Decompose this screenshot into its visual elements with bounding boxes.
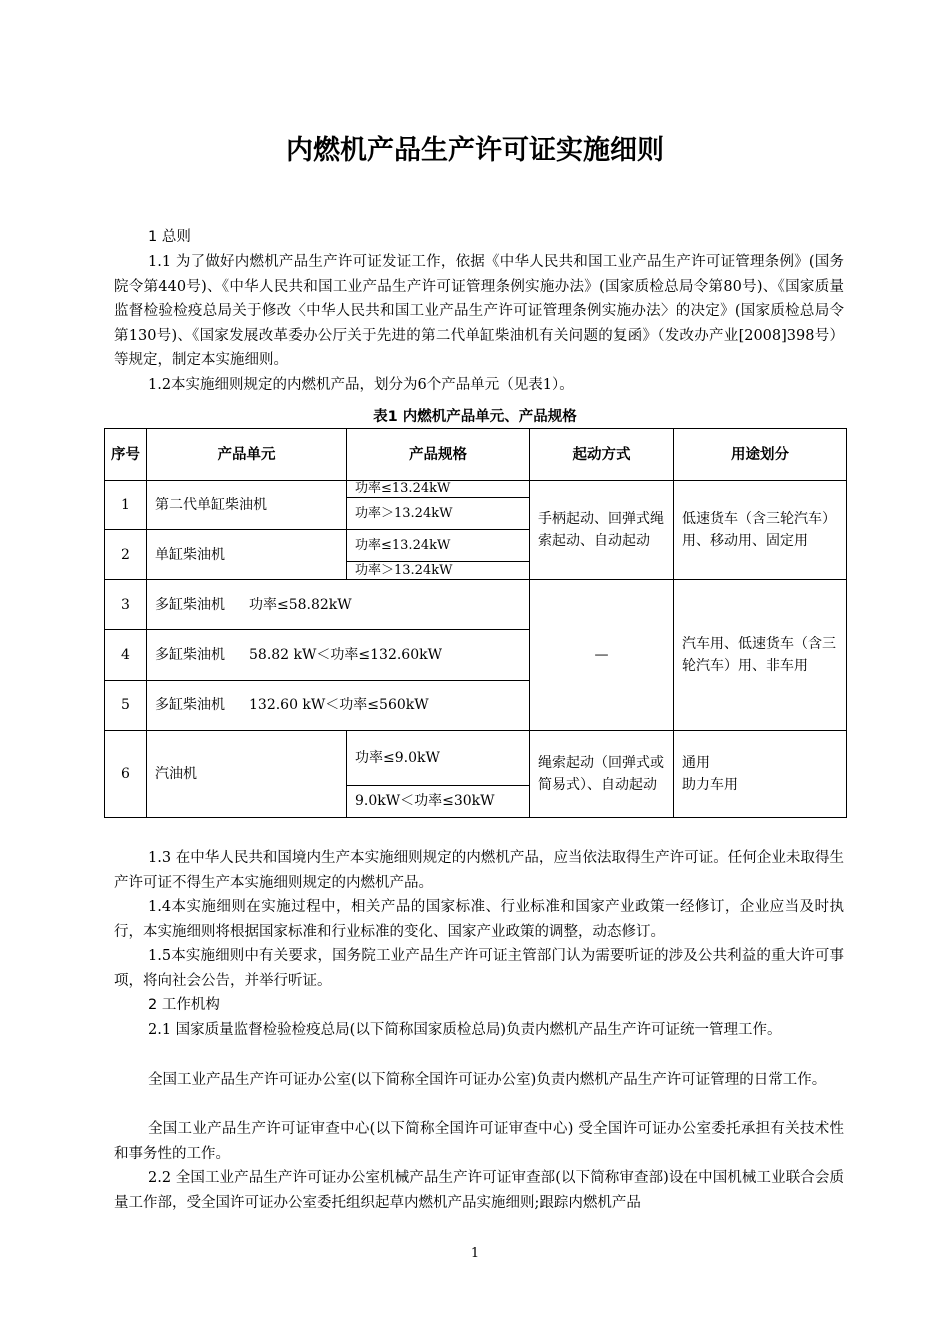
row-no: 3 (105, 580, 147, 630)
section-1-heading: 1 总则 (148, 229, 191, 245)
start-method-cell: — (530, 580, 674, 730)
use-cell: 汽车用、低速货车（含三轮汽车）用、非车用 (674, 580, 847, 730)
row-spec: 功率≤13.24kW (347, 481, 530, 498)
table-caption: 表1 内燃机产品单元、产品规格 (373, 409, 577, 425)
table-row (105, 730, 847, 785)
page-number: 1 (470, 1246, 480, 1261)
paragraph-1-1: 1.1 为了做好内燃机产品生产许可证发证工作，依据《中华人民共和国工业产品生产许可证管理条例》(国务院令第440号)、《中华人民共和国工业产品生产许可证管理条例实施办法》(国家质检总局令第80号)、《国家质量监督检验检疫总局关于修改〈中华人民共和国工业产品生产许可证管理条例实施办法〉的决定》(国家质检总局令第130号)、《国家发展改革委办公厅关于先进的第二代单缸柴油机有关问题的复函》（发改办产业[2008]398号）等规定，制定本实施细则。 (114, 254, 844, 368)
start-method-cell: 手柄起动、回弹式绳索起动、自动起动 (530, 481, 674, 580)
row-spec: 功率＞13.24kW (347, 498, 530, 530)
row-no: 2 (105, 530, 147, 580)
paragraph-2-1c: 全国工业产品生产许可证审查中心(以下简称全国许可证审查中心) 受全国许可证办公室委托承担有关技术性和事务性的工作。 (114, 1121, 844, 1162)
paragraph-2-1b: 全国工业产品生产许可证办公室(以下简称全国许可证办公室)负责内燃机产品生产许可证管理的日常工作。 (148, 1072, 827, 1088)
row-no: 5 (105, 680, 147, 730)
row-spec: 9.0kW＜功率≤30kW (347, 785, 530, 817)
start-method-cell: 绳索起动（回弹式或简易式）、自动起动 (530, 730, 674, 817)
table-header-row (105, 429, 847, 481)
row-unit: 多缸柴油机 (155, 647, 225, 664)
header-use: 用途划分 (674, 429, 847, 481)
row-unit: 汽油机 (147, 730, 347, 817)
row-unit: 单缸柴油机 (147, 530, 347, 580)
use-cell: 低速货车（含三轮汽车）用、移动用、固定用 (674, 481, 847, 580)
section-2-heading: 2 工作机构 (148, 997, 220, 1013)
paragraph-1-3: 1.3 在中华人民共和国境内生产本实施细则规定的内燃机产品，应当依法取得生产许可证。任何企业未取得生产许可证不得生产本实施细则规定的内燃机产品。 (114, 850, 844, 891)
row-unit-spec (147, 580, 530, 630)
header-start: 起动方式 (530, 429, 674, 481)
use-moped: 助力车用 (682, 776, 738, 793)
row-no: 6 (105, 730, 147, 817)
row-no: 1 (105, 481, 147, 530)
use-cell (674, 730, 847, 817)
row-spec: 功率≤9.0kW (347, 730, 530, 785)
row-unit-spec (147, 630, 530, 680)
row-unit: 第二代单缸柴油机 (147, 481, 347, 530)
page-title: 内燃机产品生产许可证实施细则 (286, 135, 664, 166)
row-unit: 多缸柴油机 (155, 596, 225, 613)
use-general: 通用 (682, 754, 710, 771)
row-spec: 功率＞13.24kW (347, 562, 530, 580)
row-spec: 132.60 kW＜功率≤560kW (249, 697, 429, 714)
row-spec: 功率≤58.82kW (249, 596, 352, 613)
paragraph-2-2: 2.2 全国工业产品生产许可证办公室机械产品生产许可证审查部(以下简称审查部)设在中国机械工业联合会质量工作部，受全国许可证办公室委托组织起草内燃机产品实施细则;跟踪内燃机产品 (114, 1170, 844, 1211)
row-spec: 58.82 kW＜功率≤132.60kW (249, 647, 442, 664)
table-row (105, 580, 847, 630)
product-unit-table (104, 428, 847, 818)
paragraph-2-1: 2.1 国家质量监督检验检疫总局(以下简称国家质检总局)负责内燃机产品生产许可证统一管理工作。 (148, 1022, 782, 1038)
paragraph-1-4: 1.4本实施细则在实施过程中，相关产品的国家标准、行业标准和国家产业政策一经修订，企业应当及时执行，本实施细则将根据国家标准和行业标准的变化、国家产业政策的调整，动态修订。 (114, 899, 844, 940)
row-spec: 功率≤13.24kW (347, 530, 530, 562)
paragraph-1-5: 1.5本实施细则中有关要求，国务院工业产品生产许可证主管部门认为需要听证的涉及公共利益的重大许可事项，将向社会公告，并举行听证。 (114, 948, 844, 989)
row-no: 4 (105, 630, 147, 680)
row-unit: 多缸柴油机 (155, 697, 225, 714)
table-row (105, 481, 847, 498)
row-unit-spec (147, 680, 530, 730)
paragraph-1-2: 1.2本实施细则规定的内燃机产品，划分为6个产品单元（见表1）。 (148, 377, 574, 393)
header-no: 序号 (105, 429, 147, 481)
header-unit: 产品单元 (147, 429, 347, 481)
header-spec: 产品规格 (347, 429, 530, 481)
